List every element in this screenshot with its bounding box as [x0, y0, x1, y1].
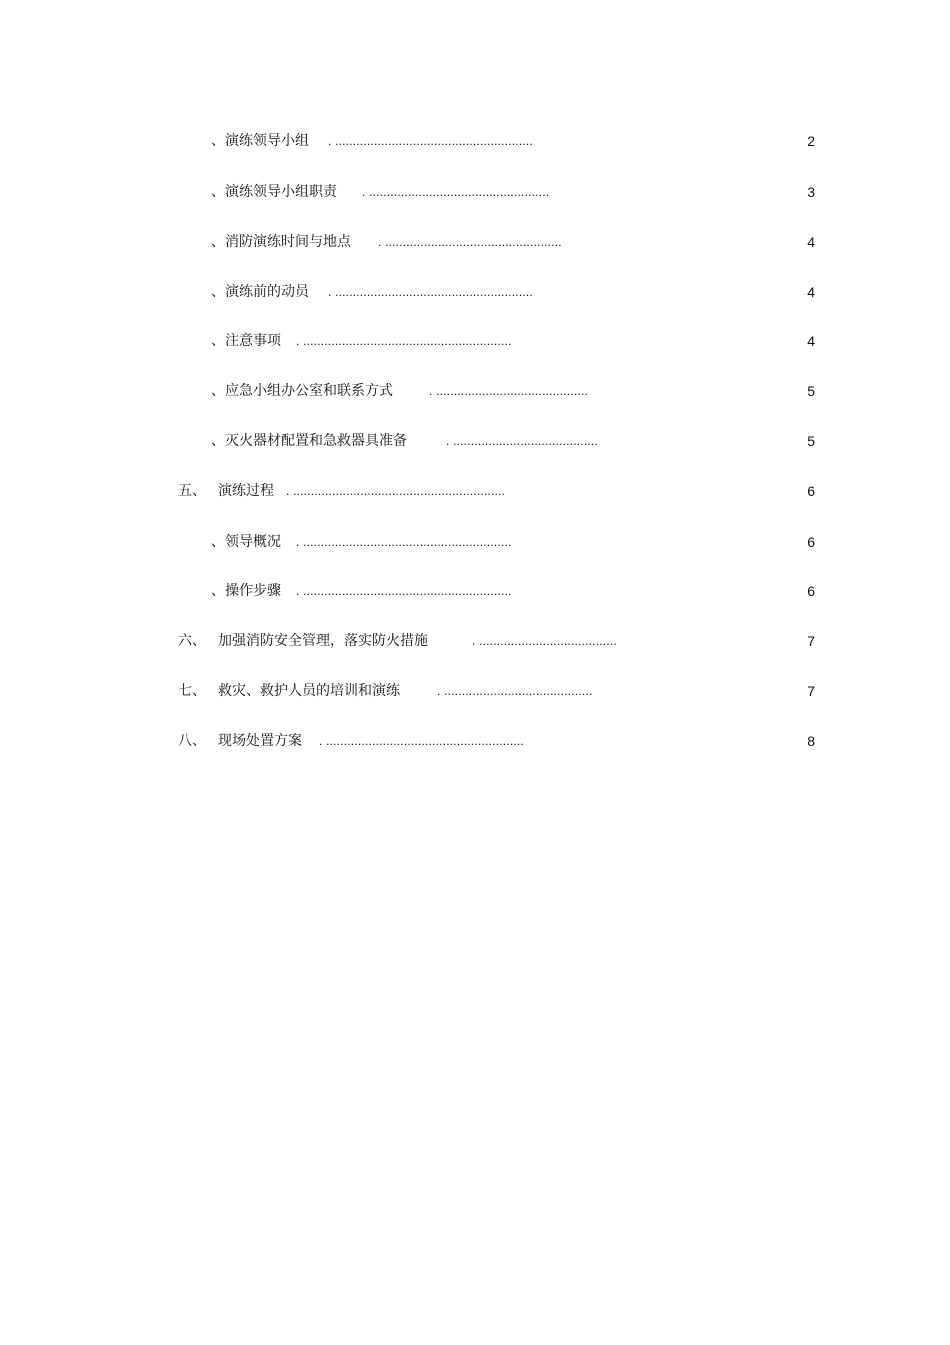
toc-entry-page: 3 — [807, 184, 815, 200]
toc-entry-page: 7 — [807, 633, 815, 649]
toc-entry-leader: . .......................................... — [437, 684, 593, 698]
toc-entry-number: 六、 — [178, 633, 206, 649]
toc-entry-page: 5 — [807, 433, 815, 449]
toc-entry-page: 5 — [807, 383, 815, 399]
toc-entry[interactable] — [0, 181, 950, 203]
toc-entry-leader: . ........................................................... — [296, 535, 512, 549]
toc-entry-title: 、演练领导小组职责 — [211, 184, 337, 200]
toc-entry[interactable] — [0, 531, 950, 553]
toc-entry-leader: . ........................................................ — [328, 285, 533, 299]
toc-entry[interactable] — [0, 680, 950, 702]
toc-entry-leader: . ........................................................... — [296, 334, 512, 348]
toc-entry-leader: . ............................................................ — [286, 484, 506, 498]
toc-entry-number: 七、 — [178, 683, 206, 699]
toc-entry-page: 6 — [807, 483, 815, 499]
toc-entry-title: 、操作步骤 — [211, 583, 281, 599]
toc-entry[interactable] — [0, 580, 950, 602]
toc-entry-leader: . ........................................... — [429, 384, 589, 398]
toc-entry-page: 8 — [807, 733, 815, 749]
toc-entry-title: 、灭火器材配置和急救器具准备 — [211, 433, 407, 449]
toc-entry-leader: . ........................................................ — [328, 134, 533, 148]
toc-entry-page: 4 — [807, 333, 815, 349]
toc-entry-leader: . ......................................... — [446, 434, 598, 448]
toc-entry-leader: . ....................................... — [472, 634, 617, 648]
toc-entry-title: 、应急小组办公室和联系方式 — [211, 383, 393, 399]
toc-entry-title: 演练过程 — [218, 483, 274, 499]
toc-entry[interactable] — [0, 330, 950, 352]
toc-entry[interactable] — [0, 480, 950, 502]
toc-entry[interactable] — [0, 130, 950, 152]
toc-entry-title: 加强消防安全管理，落实防火措施 — [218, 633, 428, 649]
toc-entry-title: 、注意事项 — [211, 333, 281, 349]
toc-entry-page: 6 — [807, 534, 815, 550]
toc-entry-leader: . ........................................................... — [296, 584, 512, 598]
toc-entry-page: 6 — [807, 583, 815, 599]
toc-entry[interactable] — [0, 231, 950, 253]
toc-entry-page: 4 — [807, 284, 815, 300]
toc-entry-leader: . ........................................................ — [319, 734, 524, 748]
toc-entry[interactable] — [0, 630, 950, 652]
toc-entry[interactable] — [0, 281, 950, 303]
toc-entry-title: 现场处置方案 — [218, 733, 302, 749]
toc-entry-page: 4 — [807, 234, 815, 250]
toc-entry[interactable] — [0, 730, 950, 752]
toc-entry-title: 、领导概况 — [211, 534, 281, 550]
toc-entry-title: 救灾、救护人员的培训和演练 — [218, 683, 400, 699]
toc-entry-title: 、演练前的动员 — [211, 284, 309, 300]
toc-entry-page: 2 — [807, 133, 815, 149]
toc-entry-leader: . ................................................... — [362, 185, 550, 199]
toc-entry[interactable] — [0, 430, 950, 452]
toc-entry-number: 五、 — [178, 483, 206, 499]
toc-entry-title: 、演练领导小组 — [211, 133, 309, 149]
toc-entry-number: 八、 — [178, 733, 206, 749]
toc-entry[interactable] — [0, 380, 950, 402]
toc-entry-title: 、消防演练时间与地点 — [211, 234, 351, 250]
toc-entry-leader: . .................................................. — [378, 235, 562, 249]
toc-entry-page: 7 — [807, 683, 815, 699]
